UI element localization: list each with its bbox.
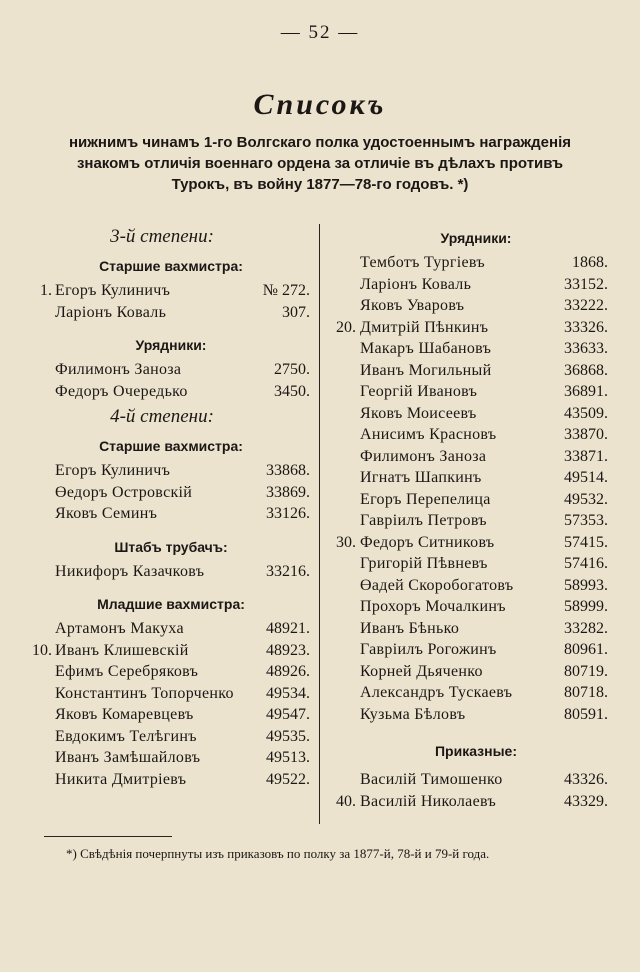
entry-name: Игнатъ Шапкинъ xyxy=(360,469,482,486)
list-item xyxy=(330,360,622,382)
entry-name: Иванъ Замѣшайловъ xyxy=(55,749,201,766)
list-item xyxy=(28,359,314,381)
entry-name: Дмитрій Пѣнкинъ xyxy=(360,318,489,336)
entry-name: Федоръ Очередько xyxy=(55,382,188,400)
entry-value: 33868. xyxy=(266,462,310,479)
entry-name: Яковъ Семинъ xyxy=(55,505,158,522)
entry-value: 57415. xyxy=(564,533,608,551)
entry-value: 49534. xyxy=(266,684,310,702)
entry-value: 49532. xyxy=(564,490,608,508)
entry-name: Корней Дьяченко xyxy=(360,662,483,680)
list-item xyxy=(330,510,622,532)
entry-value: 33633. xyxy=(564,340,608,357)
entry-name: Артамонъ Макуха xyxy=(55,620,184,637)
list-item xyxy=(330,704,622,726)
entry-name: Григорій Пѣвневъ xyxy=(360,555,488,572)
section-list xyxy=(28,280,314,323)
entry-name: Егоръ Перепелица xyxy=(360,490,491,508)
list-item xyxy=(330,596,622,618)
entry-name: Өедоръ Островскій xyxy=(55,483,193,501)
list-item xyxy=(330,403,622,425)
list-item xyxy=(330,252,622,274)
entry-value: 49535. xyxy=(266,727,310,745)
entry-name: Гавріилъ Петровъ xyxy=(360,512,487,529)
entry-value: 33869. xyxy=(266,483,310,501)
section-list xyxy=(28,359,314,402)
entry-name: Егоръ Кулиничъ xyxy=(55,462,171,479)
entry-name: Макаръ Шабановъ xyxy=(360,340,492,357)
list-item xyxy=(28,618,314,640)
entry-value: 33222. xyxy=(564,297,608,314)
entry-value: 48921. xyxy=(266,620,310,637)
entry-name: Константинъ Топорченко xyxy=(55,684,234,702)
entry-value: 80719. xyxy=(564,662,608,680)
entry-value: 3450. xyxy=(274,382,310,400)
right-column xyxy=(330,222,622,812)
entry-name: Василій Тимошенко xyxy=(360,771,503,788)
list-item xyxy=(330,338,622,360)
list-item xyxy=(28,280,314,302)
entry-name: Иванъ Могильный xyxy=(360,361,492,379)
entry-name: Прохоръ Мочалкинъ xyxy=(360,598,506,615)
entry-value: 49513. xyxy=(266,749,310,766)
entry-name: Яковъ Комаревцевъ xyxy=(55,706,194,723)
page-number: — 52 — xyxy=(280,22,360,43)
entry-value: 80961. xyxy=(564,641,608,658)
list-item xyxy=(28,726,314,748)
entry-value: 33326. xyxy=(564,318,608,336)
entry-name: Кузьма Бѣловъ xyxy=(360,705,466,723)
footnote: *) Свѣдѣнія почерпнуты изъ приказовъ по полку за 1877-й, 78-й и 79-й года. xyxy=(66,846,490,861)
entry-number: 40. xyxy=(336,792,356,810)
list-item xyxy=(330,274,622,296)
entry-number: 10. xyxy=(32,641,52,659)
entry-value: 33126. xyxy=(266,505,310,522)
list-item xyxy=(28,482,314,504)
entry-name: Ларіонъ Коваль xyxy=(55,303,167,321)
section-list xyxy=(330,769,622,812)
entry-name: Василій Николаевъ xyxy=(360,792,497,810)
entry-name: Никита Дмитріевъ xyxy=(55,770,187,788)
entry-value: 33282. xyxy=(564,619,608,637)
entry-value: 57353. xyxy=(564,512,608,529)
list-item xyxy=(330,467,622,489)
entry-name: Анисимъ Красновъ xyxy=(360,426,497,443)
entry-name: Ларіонъ Коваль xyxy=(360,275,472,293)
entry-value: 33216. xyxy=(266,562,310,580)
list-item xyxy=(330,446,622,468)
degree-heading-4: 4-й степени: xyxy=(110,406,214,427)
entry-name: Яковъ Моисеевъ xyxy=(360,404,477,422)
entry-value: 48926. xyxy=(266,663,310,680)
entry-value: 43329. xyxy=(564,792,608,810)
entry-value: 43326. xyxy=(564,771,608,788)
list-item xyxy=(28,302,314,324)
entry-value: 49547. xyxy=(266,706,310,723)
list-item xyxy=(330,791,622,813)
entry-name: Филимонъ Заноза xyxy=(55,361,182,378)
section-title: Урядники: xyxy=(440,230,512,246)
entry-name: Федоръ Ситниковъ xyxy=(360,533,495,551)
section-title: Приказные: xyxy=(434,743,517,759)
entry-value: 33870. xyxy=(564,426,608,443)
list-item xyxy=(28,747,314,769)
list-item xyxy=(330,682,622,704)
list-item xyxy=(330,424,622,446)
entry-value: 2750. xyxy=(274,361,310,378)
entry-value: 36891. xyxy=(564,383,608,400)
section-title: Младшие вахмистра: xyxy=(97,596,245,612)
entry-name: Егоръ Кулиничъ xyxy=(55,282,171,299)
section-title: Старшие вахмистра: xyxy=(99,258,243,274)
section-title: Старшие вахмистра: xyxy=(99,438,243,454)
list-item xyxy=(330,381,622,403)
list-item xyxy=(330,639,622,661)
entry-value: 307. xyxy=(282,303,310,321)
entry-name: Темботъ Тургіевъ xyxy=(360,254,485,271)
left-column xyxy=(28,222,314,790)
entry-name: Александръ Тускаевъ xyxy=(360,684,513,701)
list-item xyxy=(330,618,622,640)
list-item xyxy=(28,640,314,662)
section-list xyxy=(28,460,314,525)
entry-value: 80718. xyxy=(564,684,608,701)
entry-name: Евдокимъ Телѣгинъ xyxy=(55,727,197,745)
list-item xyxy=(330,661,622,683)
entry-name: Филимонъ Заноза xyxy=(360,447,487,465)
section-list xyxy=(330,252,622,725)
entry-value: 58993. xyxy=(564,576,608,594)
entry-name: Ефимъ Серебряковъ xyxy=(55,663,199,680)
list-item xyxy=(28,704,314,726)
list-item xyxy=(28,769,314,791)
section-title: Штабъ трубачъ: xyxy=(114,538,228,555)
entry-value: 33152. xyxy=(564,275,608,293)
list-item xyxy=(28,661,314,683)
entry-name: Никифоръ Казачковъ xyxy=(55,562,205,580)
subtitle-line: Турокъ, въ войну 1877—78-го годовъ. *) xyxy=(171,176,469,193)
list-item xyxy=(28,561,314,583)
list-item xyxy=(330,575,622,597)
section-list xyxy=(28,561,314,583)
section-list xyxy=(28,618,314,790)
subtitle-line: знакомъ отличія военнаго ордена за отличіе въ дѣлахъ противъ xyxy=(76,155,564,172)
list-item xyxy=(28,683,314,705)
list-title: Списокъ xyxy=(253,88,387,121)
entry-value: 48923. xyxy=(266,641,310,659)
entry-value: 57416. xyxy=(564,555,608,572)
list-item xyxy=(330,553,622,575)
list-item xyxy=(330,317,622,339)
entry-number: 20. xyxy=(336,318,356,336)
entry-value: № 272. xyxy=(262,282,310,299)
entry-name: Өадей Скоробогатовъ xyxy=(360,576,514,594)
list-item xyxy=(330,295,622,317)
footnote-rule xyxy=(44,836,172,837)
entry-name: Георгій Ивановъ xyxy=(360,383,478,400)
entry-value: 33871. xyxy=(564,447,608,465)
list-subtitle xyxy=(50,132,590,195)
entry-value: 58999. xyxy=(564,598,608,615)
list-item xyxy=(28,381,314,403)
section-title: Урядники: xyxy=(135,337,207,353)
subtitle-line: нижнимъ чинамъ 1-го Волгскаго полка удостоеннымъ награжденія xyxy=(68,134,572,151)
entry-value: 43509. xyxy=(564,404,608,422)
entry-name: Иванъ Клишевскій xyxy=(55,641,189,659)
entry-value: 36868. xyxy=(564,361,608,379)
column-divider xyxy=(319,224,320,824)
entry-name: Иванъ Бѣнько xyxy=(360,619,460,637)
list-item xyxy=(330,489,622,511)
entry-name: Гавріилъ Рогожинъ xyxy=(360,641,497,658)
entry-number: 30. xyxy=(336,533,356,551)
list-item xyxy=(28,460,314,482)
entry-name: Яковъ Уваровъ xyxy=(360,297,465,314)
degree-heading-3: 3-й степени: xyxy=(110,226,214,247)
entry-value: 1868. xyxy=(572,254,608,271)
list-item xyxy=(330,532,622,554)
list-item xyxy=(28,503,314,525)
entry-value: 49522. xyxy=(266,770,310,788)
entry-value: 80591. xyxy=(564,705,608,723)
entry-value: 49514. xyxy=(564,469,608,486)
list-item xyxy=(330,769,622,791)
entry-number: 1. xyxy=(40,282,52,299)
